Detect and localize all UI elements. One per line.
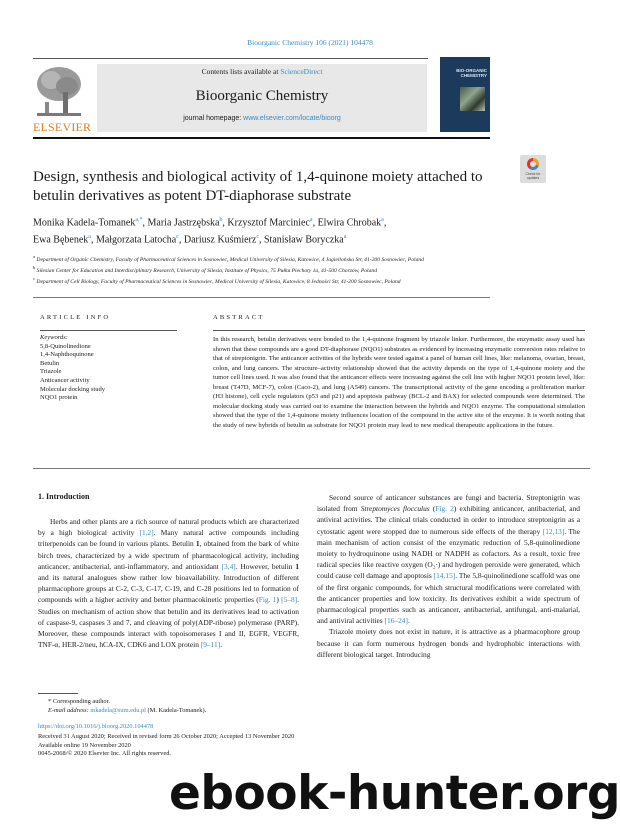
homepage-line [97, 115, 427, 122]
publication-dates [38, 733, 294, 759]
citation-link[interactable]: [3,4] [221, 561, 236, 571]
corresponding-text: Corresponding author. [52, 698, 110, 705]
species-name: Streptomyces flocculus [360, 504, 430, 514]
body-column-right [317, 492, 580, 660]
contents-prefix: Contents lists available at [201, 67, 281, 76]
affiliation-rule [33, 297, 490, 298]
doi-link[interactable]: https://doi.org/10.1016/j.bioorg.2020.104478 [38, 723, 154, 730]
affiliation-marker[interactable]: a [343, 234, 347, 241]
paragraph: Herbs and other plants are a rich source of natural products which are characterized by a high biological activity [1,2]. Many natural active compounds including triterpenoids can be found in various plants. Betulin 1, obtained from the bark of white birch trees, characterized by a wide spectrum of pharmacological activity, including anticancer, antibacterial, anti-inflammatory, and antioxidant [3,4]. However, betulin 1 and its natural analogues show rather low bioavailability. Introduction of different pharmacophore groups at C-2, C-3, C-17, C-19, and C-28 positions led to formation of compounds with a higher activity and better pharmacokinetic properties (Fig. 1) [5–8]. Studies on mechanism of action show that betulin and its derivatives lead to activation of caspase-9, caspases 3 and 7, and cleaving of poly(ADP-ribose) polymerase (PARP). Moreover, these compounds interact with topoisomerases I and II, EGFR, VEGFR, TNF-α, HER-2/neu, hCA-IX, CDK6 and LOX protein [9–11]. [38, 517, 300, 650]
journal-title: Bioorganic Chemistry [195, 88, 329, 104]
article-info-rule [40, 330, 177, 331]
author-name[interactable]: Stanisław Boryczka [264, 234, 344, 246]
citation-link[interactable]: [9–11] [200, 640, 221, 650]
affiliation: $^b$ Silesian Center for Education and Interdisciplinary Research, University of Silesia, Institute of Physics, 75 Pułku Piechoty 1a, 41-500 Chorzów, Poland [33, 265, 377, 274]
article-title [33, 168, 483, 206]
keyword: Molecular docking study [40, 385, 105, 393]
author-list: Monika Kadela-Tomanek$^{a,*}$, Maria Jastrzębska$^b$, Krzysztof Marciniec$^a$, Elwira Chrobak$^a$, Ewa Bębenek$^a$, Małgorzata Latocha$^c$, Dariusz Kuśmierz$^c$, Stanisław Boryczka$^a$ [33, 217, 387, 246]
keyword: 5,8-Quinolinedione [40, 342, 91, 350]
crossmark-label-line1: Check for [525, 172, 541, 176]
citation-link[interactable]: [5–8] [281, 595, 298, 605]
author-name[interactable]: Dariusz Kuśmierz [183, 234, 257, 246]
citation-link[interactable]: [14,15] [433, 571, 456, 581]
citation-link[interactable]: Fig. 2 [435, 504, 454, 514]
cover-title [443, 68, 487, 78]
affiliation-marker[interactable]: a [309, 217, 313, 223]
author-name[interactable]: Krzysztof Marciniec [227, 217, 310, 229]
affiliation-marker[interactable]: c [176, 234, 179, 241]
author-name[interactable]: Ewa Bębenek [33, 234, 89, 246]
keywords-block [40, 334, 180, 403]
sciencedirect-link[interactable]: ScienceDirect [280, 67, 323, 76]
author-name[interactable]: Małgorzata Latocha [95, 234, 177, 246]
cover-image [460, 87, 485, 111]
keyword: Betulin [40, 359, 60, 367]
citation-link[interactable]: [12,13] [542, 526, 565, 536]
paragraph: Triazole moiety does not exist in nature, it is attractive as a pharmacophore group because it can form numerous hydrogen bonds and hydrophobic interactions with different biological target. Introducing [317, 627, 580, 659]
citation-link[interactable]: [16–24] [384, 616, 408, 626]
journal-cover[interactable] [440, 57, 490, 132]
homepage-link[interactable]: www.elsevier.com/locate/bioorg [243, 115, 341, 122]
compound-number: 1 [295, 561, 300, 571]
keyword: NQO1 protein [40, 394, 78, 402]
compound-number: 1 [195, 539, 200, 549]
affiliation-marker[interactable]: c [256, 234, 259, 241]
email-line [48, 706, 206, 715]
elsevier-wordmark: ELSEVIER [33, 120, 92, 134]
affiliation-marker[interactable]: a,* [135, 217, 143, 223]
abstract-rule [213, 330, 585, 331]
cover-title-line1: BIO-ORGANIC [456, 68, 487, 73]
affiliations [33, 253, 473, 286]
crossmark-label [520, 172, 546, 180]
contents-line [97, 67, 427, 76]
email-suffix: (M. Kadela-Tomanek). [145, 707, 207, 714]
running-head[interactable]: Bioorganic Chemistry 106 (2021) 104478 [247, 38, 373, 47]
masthead-rule [33, 137, 490, 139]
footnote-mark: * [48, 698, 52, 705]
abstract-bottom-rule [33, 468, 590, 469]
footnote-rule [38, 693, 78, 694]
affiliation-marker[interactable]: a [381, 217, 384, 223]
crossmark-icon [527, 158, 539, 170]
citation-link[interactable]: Fig. 1 [258, 595, 277, 605]
corresponding-author-footnote [48, 697, 206, 715]
email-link[interactable]: mkadela@sum.edu.pl [90, 707, 146, 714]
article-title-line2: betulin derivatives as potent DT-diaphorase substrate [33, 188, 352, 204]
available-online: Available online 19 November 2020 [38, 741, 131, 749]
crossmark-label-line2: updates [526, 176, 540, 180]
abstract-text: In this research, betulin derivatives were bonded to the 1,4-quinone fragment by triazole linker. Furthermore, the enzymatic assay used has shown that these compounds are a good DT-diaphorase (NQO1) substrates as evidenced by increasing enzymatic conversion rates relative to that of streptonigrin. The anticancer activities of the hybrids were tested against a panel of human cell lines, like: melanoma, ovarian, breast, colon, and lung cancers. The structure–activity relationship showed that the activity depends on the type of 1,4-quinone moiety and the tumor cell lines used. It was also found that the anticancer effects were increasing against the cell line with higher NQO1 protein level, like: breast (T47D, MCF-7), colon (Caco-2), and lung (A549) cancers. The transcriptional activity of the gene encoding a proliferation marker (H3 histone), cell cycle regulators (p53 and p21) and apoptosis pathway (BCL-2 and BAX) for selected compounds were determined. The molecular docking study was carried out to examine the interaction between the hybrids and NQO1 enzyme. The computational simulation showed that the type of the 1,4-quinone moiety influences location of the compound in the active site of the enzyme. It is worth noting that the study of new hybrids of betulin as substrate for NQO1 protein may lead to new medical therapeutic applications in the future. [213, 336, 585, 429]
keyword: 1,4-Naphthoquinone [40, 351, 94, 359]
header-rule [33, 58, 428, 59]
copyright: 0045-2068/© 2020 Elsevier Inc. All rights reserved. [38, 750, 171, 758]
keyword: Triazole [40, 368, 62, 376]
watermark: ebook-hunter.org [168, 766, 620, 821]
author-name[interactable]: Elwira Chrobak [317, 217, 382, 229]
paragraph: Second source of anticancer substances are fungi and bacteria. Streptonigrin was isolated from Streptomyces flocculus (Fig. 2) exhibiting anticancer, antibacterial, and antiviral activities. The clinical trials conducted in order to introduce streptonigrin as a cytostatic agent were stopped due to numerous side effects of the therapy [12,13]. The main mechanism of action consist of the enzymatic reduction of 5,8-quinolinedione moiety to hydroquinone using NADH or NADPH as cofactors. As a result, toxic free radical species like reactive oxygen (O₂·) and hydrogen peroxide were generated, which could cause cell damage and apoptosis [14,15]. The 5,8-quinolinedione scaffold was one of the first organic compounds, for which structural modifications were correlated with the anticancer properties and low toxicity. Its derivatives exhibit a wide spectrum of pharmacological properties such as anticancer, antibacterial, antifungal, anti-malarial, and antiviral activities [16–24]. [317, 493, 580, 626]
affiliation-marker[interactable]: a [88, 234, 91, 241]
citation-link[interactable]: [1,2] [139, 528, 154, 538]
keywords-label: Keywords: [40, 334, 68, 341]
abstract-heading: ABSTRACT [213, 314, 265, 321]
article-title-line1: Design, synthesis and biological activity of 1,4-quinone moiety attached to [33, 169, 483, 185]
keyword: Anticancer activity [40, 376, 90, 384]
corresponding-line [48, 697, 206, 706]
received-dates: Received 31 August 2020; Received in revised form 26 October 2020; Accepted 13 November 2020 [38, 733, 295, 740]
elsevier-tree-icon [35, 64, 83, 118]
check-for-updates-button[interactable] [520, 155, 546, 183]
elsevier-logo[interactable] [33, 64, 92, 136]
article-info-heading: ARTICLE INFO [40, 314, 111, 321]
affiliation-marker[interactable]: b [219, 217, 223, 223]
body-column-left [38, 516, 299, 650]
crossmark-icon-center [530, 161, 536, 167]
cover-title-line2: CHEMISTRY [460, 73, 487, 78]
keyword-list [40, 343, 180, 403]
journal-masthead [97, 64, 427, 132]
affiliation: $^a$ Department of Organic Chemistry, Faculty of Pharmaceutical Sciences in Sosnowiec, Medical University of Silesia, Katowice, 4 Jagiellońska Str, 41-200 Sosnowiec, Poland [33, 254, 424, 263]
author-name[interactable]: Monika Kadela-Tomanek [33, 217, 136, 229]
affiliation: $^c$ Department of Cell Biology, Faculty of Pharmaceutical Sciences in Sosnowiec, Medical University of Silesia, Katowice, 8 Jedności Str, 41-200 Sosnowiec, Poland [33, 276, 401, 285]
email-label: E-mail address: [48, 707, 89, 714]
introduction-heading: 1. Introduction [38, 492, 90, 501]
homepage-prefix: journal homepage: [183, 115, 244, 122]
author-name[interactable]: Maria Jastrzębska [147, 217, 220, 229]
